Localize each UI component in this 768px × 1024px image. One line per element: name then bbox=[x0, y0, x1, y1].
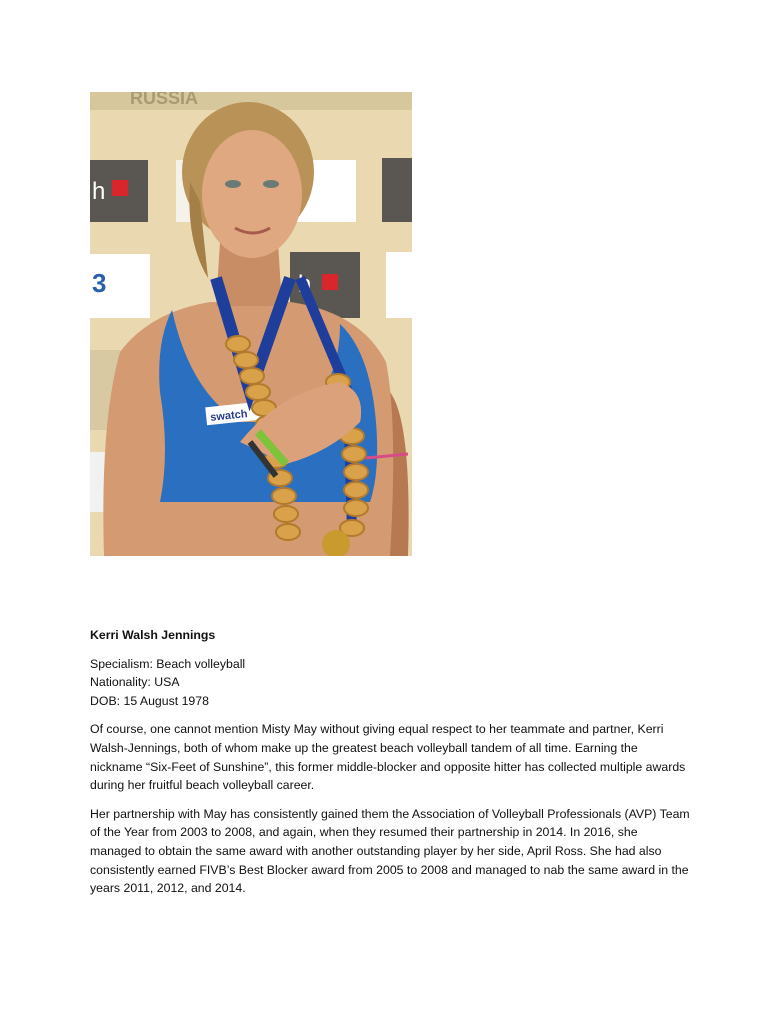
profile-text bbox=[90, 626, 690, 908]
svg-text:3: 3 bbox=[92, 268, 107, 298]
banner-text: RUSSIA bbox=[130, 92, 199, 108]
athlete-facts bbox=[90, 655, 690, 711]
fact-nationality: Nationality: USA bbox=[90, 675, 180, 690]
svg-text:h: h bbox=[92, 178, 106, 205]
athlete-photo bbox=[90, 92, 412, 556]
fact-dob: DOB: 15 August 1978 bbox=[90, 693, 209, 708]
svg-text:h: h bbox=[298, 271, 312, 298]
athlete-name: Kerri Walsh Jennings bbox=[90, 628, 216, 642]
bio-paragraph-1: Of course, one cannot mention Misty May without giving equal respect to her teammate and partner, Kerri Walsh-Jennings, both of whom make up the greatest beach volleyball tandem of all time. Earning the nickname “Six-Feet of Sunshine”, this former middle-blocker and opposite hitter has collected multiple awards during her fruitful beach volleyball career. bbox=[90, 722, 686, 793]
fact-specialism: Specialism: Beach volleyball bbox=[90, 656, 246, 671]
jersey-sponsor: swatch bbox=[209, 408, 249, 424]
bio-paragraph-2: Her partnership with May has consistently gained them the Association of Volleyball Professionals (AVP) Team of the Year from 2003 to 2008, and again, when they resumed their partnership in 2014. In 2016, she managed to obtain the same award with another outstanding player by her side, April Ross. She had also consistently earned FIVB’s Best Blocker award from 2005 to 2008 and managed to nab the same award in the years 2011, 2012, and 2014. bbox=[90, 806, 690, 896]
